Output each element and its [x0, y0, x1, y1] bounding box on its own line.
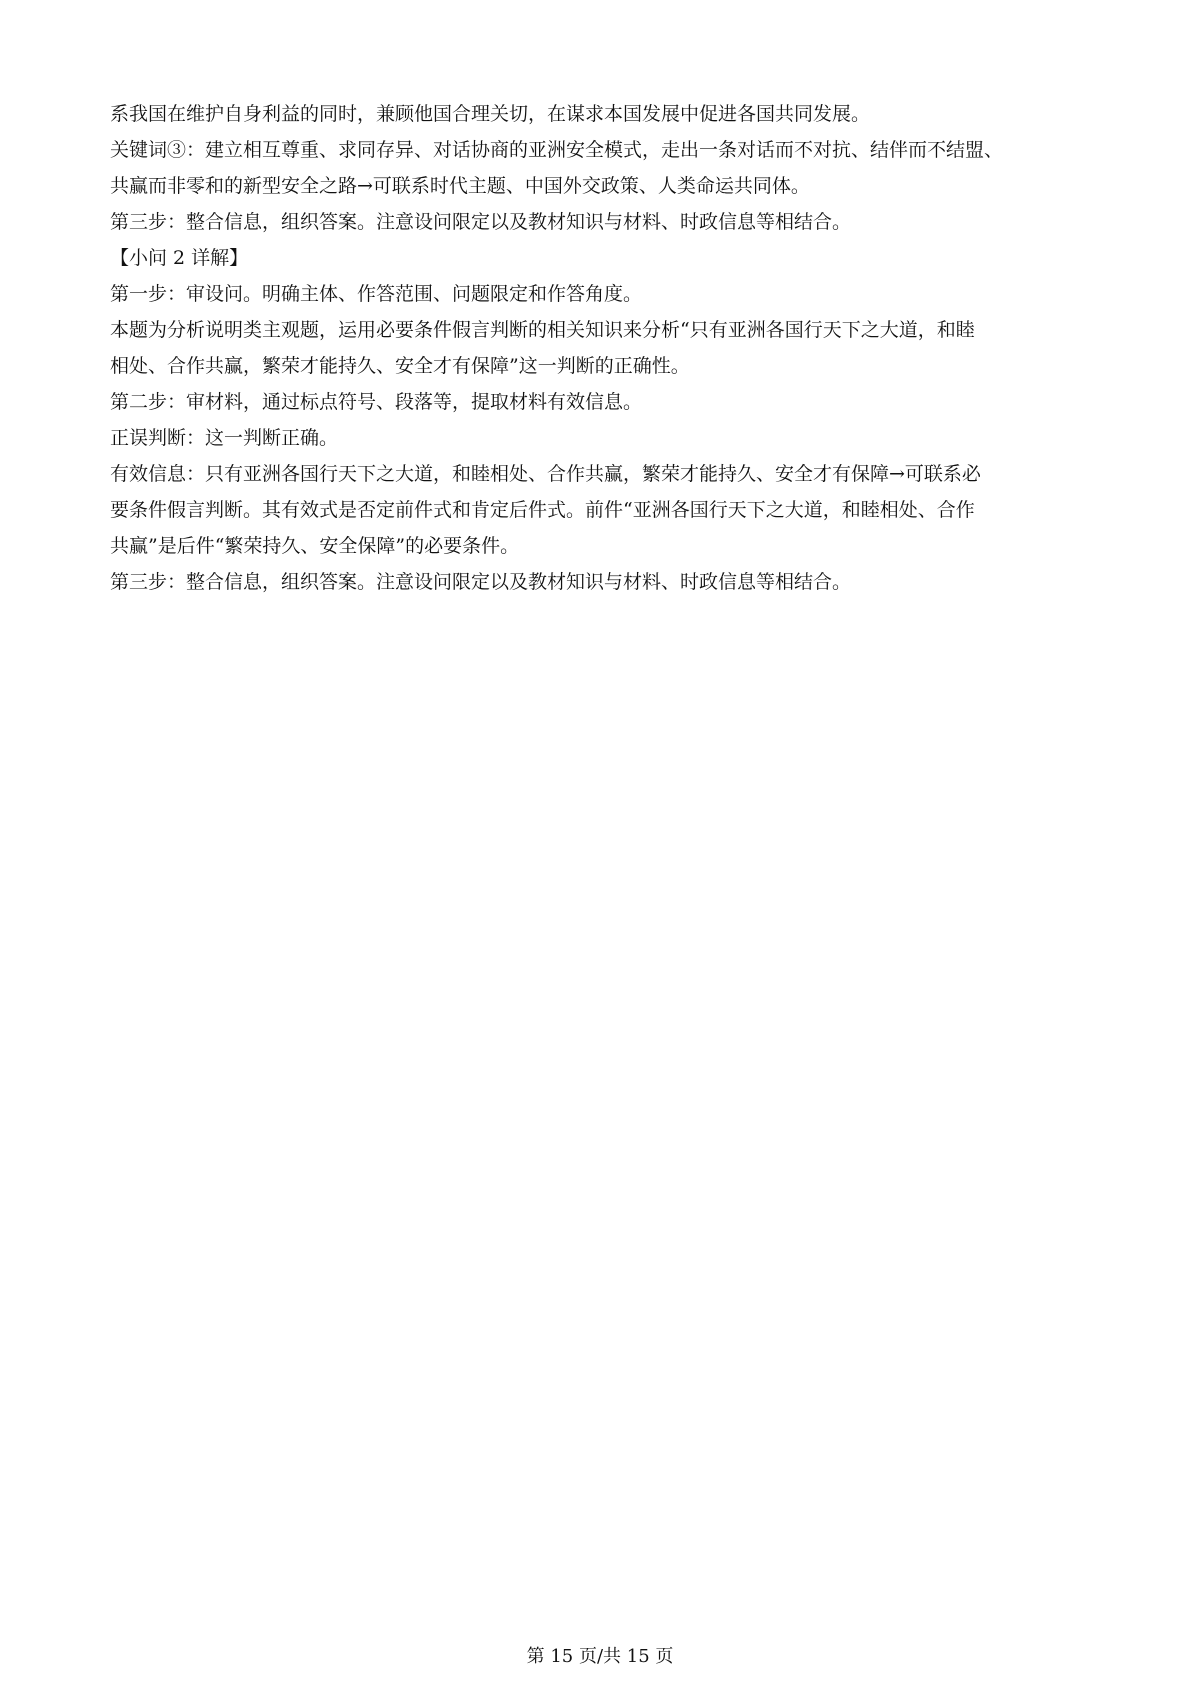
paragraph-line: 第三步：整合信息，组织答案。注意设问限定以及教材知识与材料、时政信息等相结合。 — [110, 571, 852, 593]
paragraph-line: 本题为分析说明类主观题，运用必要条件假言判断的相关知识来分析“只有亚洲各国行天下之大道，和睦 — [110, 319, 975, 341]
paragraph-line: 要条件假言判断。其有效式是否定前件式和肯定后件式。前件“亚洲各国行天下之大道，和睦相处、合作 — [110, 499, 975, 521]
paragraph-line: 关键词③：建立相互尊重、求同存异、对话协商的亚洲安全模式，走出一条对话而不对抗、结伴而不结盟、 — [110, 139, 1004, 161]
paragraph-line: 第一步：审设问。明确主体、作答范围、问题限定和作答角度。 — [110, 283, 643, 305]
paragraph-line: 第三步：整合信息，组织答案。注意设问限定以及教材知识与材料、时政信息等相结合。 — [110, 211, 852, 233]
paragraph-line: 第二步：审材料，通过标点符号、段落等，提取材料有效信息。 — [110, 391, 643, 413]
paragraph-line: 共赢”是后件“繁荣持久、安全保障”的必要条件。 — [110, 535, 520, 557]
paragraph-line: 有效信息：只有亚洲各国行天下之大道，和睦相处、合作共赢，繁荣才能持久、安全才有保障→可联系必 — [110, 463, 981, 485]
section-heading: 【小问 2 详解】 — [110, 247, 249, 269]
document-body — [110, 96, 1100, 600]
paragraph-line: 相处、合作共赢，繁荣才能持久、安全才有保障”这一判断的正确性。 — [110, 355, 690, 377]
page-number-footer: 第 15 页/共 15 页 — [526, 1646, 674, 1667]
paragraph-line: 共赢而非零和的新型安全之路→可联系时代主题、中国外交政策、人类命运共同体。 — [110, 175, 810, 197]
paragraph-line: 正误判断：这一判断正确。 — [110, 427, 339, 449]
paragraph-line: 系我国在维护自身利益的同时，兼顾他国合理关切，在谋求本国发展中促进各国共同发展。 — [110, 103, 871, 125]
